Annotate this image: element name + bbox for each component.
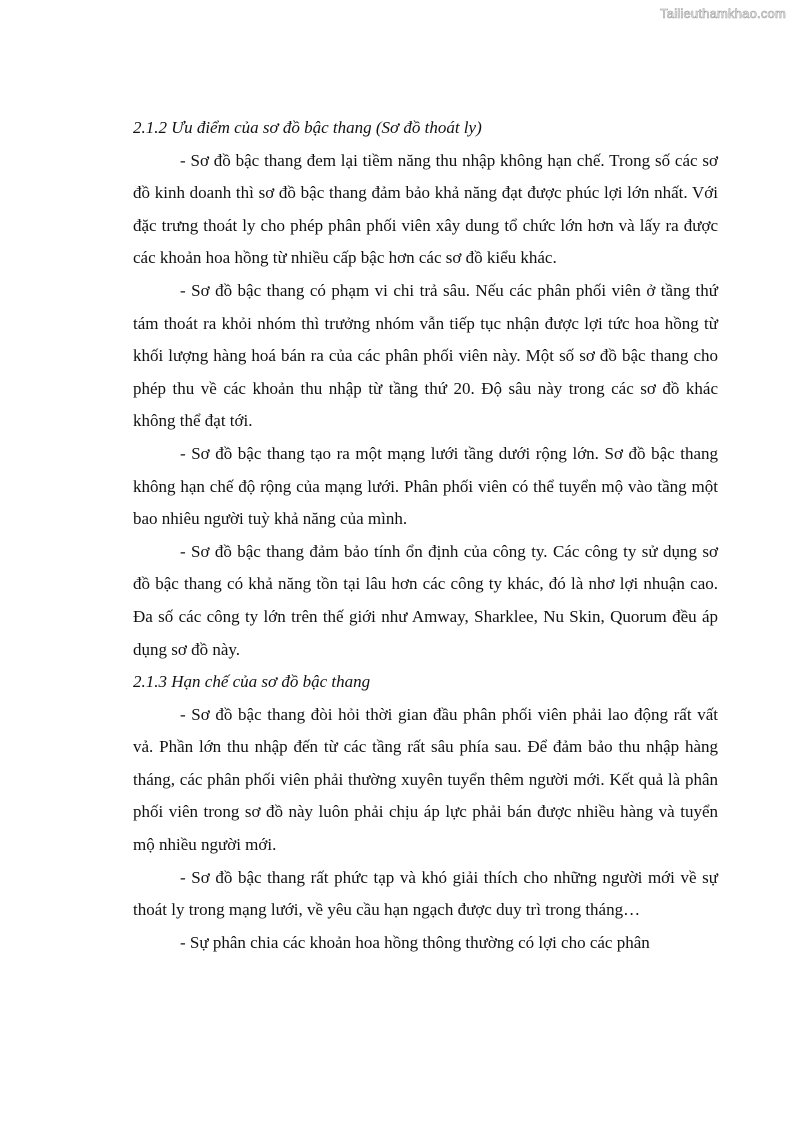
paragraph: - Sơ đồ bậc thang tạo ra một mạng lưới tầng dưới rộng lớn. Sơ đồ bậc thang không hạn chế độ rộng của mạng lưới. Phân phối viên có thể tuyển mộ vào tầng một bao nhiêu người tuỳ khả năng của mình. — [133, 443, 718, 529]
paragraph: - Sơ đồ bậc thang đòi hỏi thời gian đầu phân phối viên phải lao động rất vất vả. Phần lớn thu nhập đến từ các tầng rất sâu phía sau. Để đảm bảo thu nhập hàng tháng, các phân phối viên phải thường xuyên tuyển thêm người mới. Kết quả là phân phối viên trong sơ đồ này luôn phải chịu áp lực phải bán được nhiều hàng và tuyển mộ nhiều người mới. — [133, 704, 718, 855]
paragraph: - Sự phân chia các khoản hoa hồng thông thường có lợi cho các phân — [180, 932, 650, 952]
section-heading: 2.1.2 Ưu điểm của sơ đồ bậc thang (Sơ đồ thoát ly) — [133, 118, 482, 137]
paragraph: - Sơ đồ bậc thang có phạm vi chi trả sâu. Nếu các phân phối viên ở tầng thứ tám thoát ra khỏi nhóm thì trưởng nhóm vẫn tiếp tục nhận được lợi tức hoa hồng từ khối lượng hàng hoá bán ra của các phân phối viên này. Một số sơ đồ bậc thang cho phép thu về các khoản thu nhập từ tầng thứ 20. Độ sâu này trong các sơ đồ khác không thể đạt tới. — [133, 280, 718, 431]
paragraph: - Sơ đồ bậc thang rất phức tạp và khó giải thích cho những người mới về sự thoát ly trong mạng lưới, về yêu cầu hạn ngạch được duy trì trong tháng… — [133, 867, 718, 920]
paragraph: - Sơ đồ bậc thang đảm bảo tính ổn định của công ty. Các công ty sử dụng sơ đồ bậc thang có khả năng tồn tại lâu hơn các công ty khác, đó là nhơ lợi nhuận cao. Đa số các công ty lớn trên thế giới như Amway, Sharklee, Nu Skin, Quorum đều áp dụng sơ đồ này. — [133, 541, 718, 659]
document-body — [133, 112, 718, 959]
watermark-text: Tailieuthamkhao.com — [660, 6, 786, 21]
section-advantages — [133, 112, 718, 666]
section-heading: 2.1.3 Hạn chế của sơ đồ bậc thang — [133, 672, 371, 692]
section-limitations — [133, 666, 718, 959]
paragraph: - Sơ đồ bậc thang đem lại tiềm năng thu nhập không hạn chế. Trong số các sơ đồ kinh doanh thì sơ đồ bậc thang đảm bảo khả năng đạt được phúc lợi lớn nhất. Với đặc trưng thoát ly cho phép phân phối viên xây dung tổ chức lớn hơn và lấy ra được các khoản hoa hồng từ nhiều cấp bậc hơn các sơ đồ kiểu khác. — [133, 150, 718, 268]
